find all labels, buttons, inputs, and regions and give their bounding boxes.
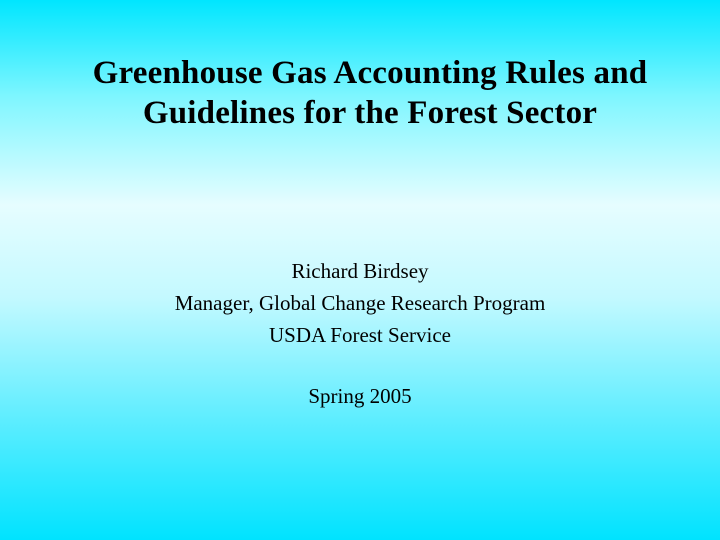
author-organization: USDA Forest Service <box>269 323 451 347</box>
title-line-2: Guidelines for the Forest Sector <box>142 95 598 131</box>
slide-title <box>0 53 720 133</box>
author-block <box>0 255 720 351</box>
author-role: Manager, Global Change Research Program <box>174 291 546 315</box>
author-name: Richard Birdsey <box>291 259 429 283</box>
presentation-date: Spring 2005 <box>308 384 412 408</box>
title-line-1: Greenhouse Gas Accounting Rules and <box>92 55 648 91</box>
